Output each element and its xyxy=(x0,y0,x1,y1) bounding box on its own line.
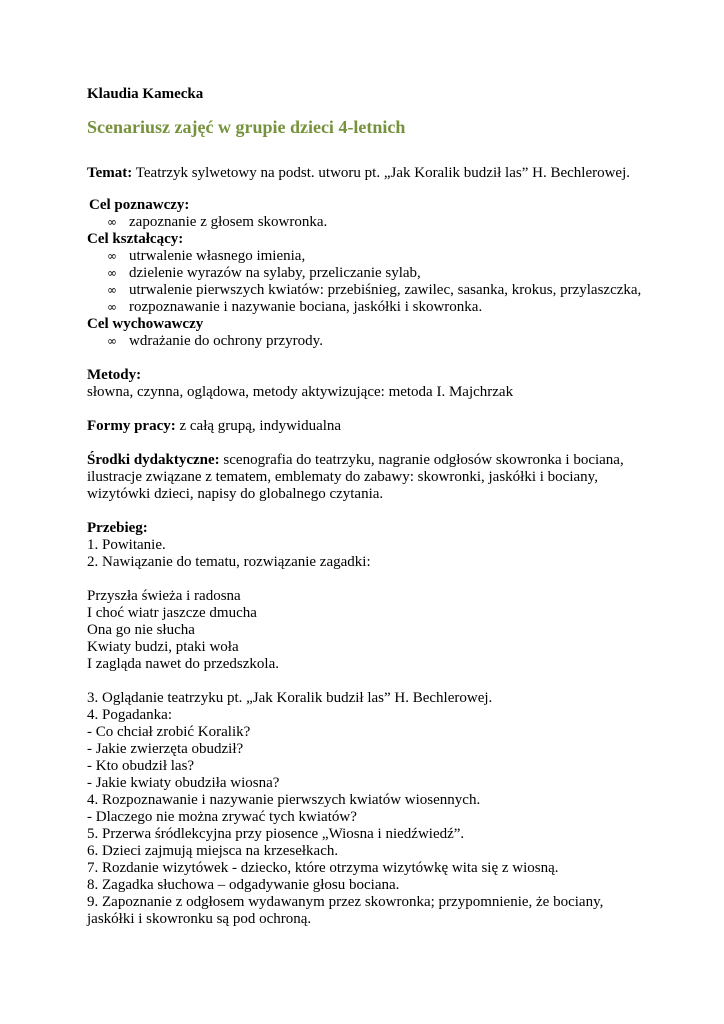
materials-line: Środki dydaktyczne: scenografia do teatrzyku, nagranie odgłosów skowronka i bociana, xyxy=(87,452,624,468)
list-item: ∞ wdrażanie do ochrony przyrody. xyxy=(107,333,323,349)
course-step: 4. Rozpoznawanie i nazywanie pierwszych kwiatów wiosennych. xyxy=(87,792,481,808)
document-title: Scenariusz zajęć w grupie dzieci 4-letnich xyxy=(87,117,406,137)
course-step: 5. Przerwa śródlekcyjna przy piosence „Wiosna i niedźwiedź”. xyxy=(87,826,465,842)
course-steps xyxy=(87,690,647,928)
topic-text: Teatrzyk sylwetowy na podst. utworu pt. „Jak Koralik budził las” H. Bechlerowej. xyxy=(132,165,630,181)
forms-line xyxy=(87,418,647,435)
topic-line xyxy=(87,165,647,182)
course-step: - Co chciał zrobić Koralik? xyxy=(87,724,251,740)
list-item: ∞ utrwalenie własnego imienia, xyxy=(107,248,306,264)
infinity-bullet-icon: ∞ xyxy=(107,249,117,263)
materials-line-2: ilustracje związane z tematem, emblematy do zabawy: skowronki, jaskółki i bociany, xyxy=(87,469,598,485)
list-item: ∞ utrwalenie pierwszych kwiatów: przebiśnieg, zawilec, sasanka, krokus, przylaszczka, xyxy=(107,282,642,298)
infinity-bullet-icon: ∞ xyxy=(107,283,117,297)
course-step: 9. Zapoznanie z odgłosem wydawanym przez skowronka; przypomnienie, że bociany, xyxy=(87,894,604,910)
goal-upbringing-list xyxy=(87,333,647,350)
riddle-line: I choć wiatr jaszcze dmucha xyxy=(87,605,257,621)
goal-cognitive-list xyxy=(87,214,647,231)
infinity-bullet-icon: ∞ xyxy=(107,215,117,229)
riddle-line: Przyszła świeża i radosna xyxy=(87,588,241,604)
riddle-line: I zagląda nawet do przedszkola. xyxy=(87,656,279,672)
materials-line-3: wizytówki dzieci, napisy do globalnego czytania. xyxy=(87,486,384,502)
course-step: 8. Zagadka słuchowa – odgadywanie głosu bociana. xyxy=(87,877,400,893)
goal-educational-label: Cel kształcący: xyxy=(87,231,184,247)
course-step: - Dlaczego nie można zrywać tych kwiatów? xyxy=(87,809,357,825)
course-step: 7. Rozdanie wizytówek - dziecko, które otrzyma wizytówkę wita się z wiosną. xyxy=(87,860,559,876)
course-step: jaskółki i skowronku są pod ochroną. xyxy=(87,911,312,927)
riddle-poem xyxy=(87,588,647,673)
goal-educational-list xyxy=(87,248,647,316)
course-label: Przebieg: xyxy=(87,520,148,536)
goal-upbringing-label: Cel wychowawczy xyxy=(87,316,204,332)
infinity-bullet-icon: ∞ xyxy=(107,334,117,348)
list-item: ∞ dzielenie wyrazów na sylaby, przeliczanie sylab, xyxy=(107,265,421,281)
author-name: Klaudia Kamecka xyxy=(87,86,204,102)
riddle-line: Ona go nie słucha xyxy=(87,622,195,638)
forms-label: Formy pracy: xyxy=(87,418,176,434)
methods-label: Metody: xyxy=(87,367,142,383)
course-step: 4. Pogadanka: xyxy=(87,707,172,723)
materials-label: Środki dydaktyczne: xyxy=(87,452,220,468)
topic-label: Temat: xyxy=(87,165,133,181)
course-step: 1. Powitanie. xyxy=(87,537,166,553)
forms-text: z całą grupą, indywidualna xyxy=(175,418,342,434)
course-step: - Jakie zwierzęta obudził? xyxy=(87,741,244,757)
goal-cognitive-label: Cel poznawczy: xyxy=(89,197,190,213)
course-step: 2. Nawiązanie do tematu, rozwiązanie zagadki: xyxy=(87,554,371,570)
course-step: 6. Dzieci zajmują miejsca na krzesełkach. xyxy=(87,843,339,859)
infinity-bullet-icon: ∞ xyxy=(107,300,117,314)
course-step: 3. Oglądanie teatrzyku pt. „Jak Koralik budził las” H. Bechlerowej. xyxy=(87,690,493,706)
riddle-line: Kwiaty budzi, ptaki woła xyxy=(87,639,239,655)
course-step: - Jakie kwiaty obudziła wiosna? xyxy=(87,775,280,791)
course-step: - Kto obudził las? xyxy=(87,758,195,774)
infinity-bullet-icon: ∞ xyxy=(107,266,117,280)
list-item: ∞ rozpoznawanie i nazywanie bociana, jaskółki i skowronka. xyxy=(107,299,483,315)
list-item: ∞ zapoznanie z głosem skowronka. xyxy=(107,214,328,230)
methods-text: słowna, czynna, oglądowa, metody aktywizujące: metoda I. Majchrzak xyxy=(87,384,514,400)
document-body xyxy=(87,86,647,928)
